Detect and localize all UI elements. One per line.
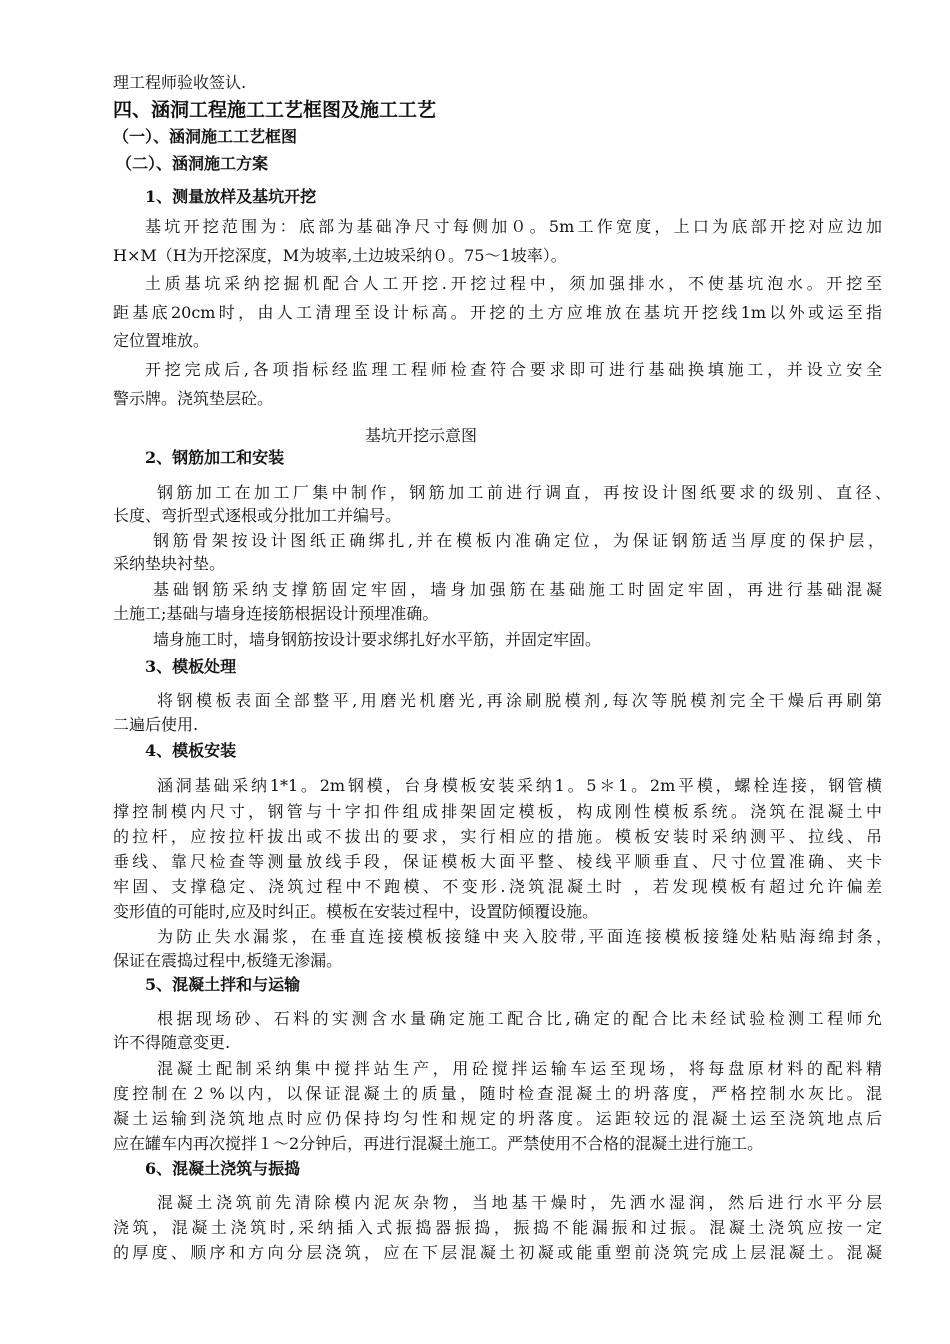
paragraph-line: 钢筋骨架按设计图纸正确绑扎,并在模板内准确定位，为保证钢筋适当厚度的保护层， [153,531,884,550]
paragraph-line: 基坑开挖范围为：底部为基础净尺寸每侧加０。5m工作宽度，上口为底部开挖对应边加 [145,217,882,236]
paragraph-line: 基础钢筋采纳支撑筋固定牢固，墙身加强筋在基础施工时固定牢固，再进行基础混凝 [153,580,882,599]
item-heading: 2、钢筋加工和安装 [145,448,285,467]
paragraph-line: 将钢模板表面全部整平,用磨光机磨光,再涂刷脱模剂,每次等脱模剂完全干燥后再刷第 [157,691,882,710]
item-heading: 3、模板处理 [145,657,237,676]
paragraph-line: 变形值的可能时,应及时纠正。模板在安装过程中，设置防倾覆设施。 [113,902,599,921]
subsection-heading: （二）、涵洞施工方案 [116,154,269,173]
paragraph-line: 定位置堆放。 [113,331,210,350]
paragraph-line: 墙身施工时，墙身钢筋按设计要求绑扎好水平筋，并固定牢固。 [153,630,602,649]
paragraph-line: 涵洞基础采纳1*1。2m钢模，台身模板安装采纳1。5＊1。2m平模，螺栓连接，钢管横 [157,776,882,795]
paragraph-line: 根据现场砂、石料的实测含水量确定施工配合比,确定的配合比未经试验检测工程师允 [157,1009,882,1028]
paragraph-line: H×M（H为开挖深度，M为坡率,土边坡采纳０。75～1坡率）。 [113,246,567,265]
item-heading: 6、混凝土浇筑与振捣 [145,1159,301,1178]
paragraph-line: 开挖完成后,各项指标经监理工程师检查符合要求即可进行基础换填施工，并设立安全 [145,360,882,379]
paragraph-line: 采纳垫块衬垫。 [113,554,226,573]
figure-caption: 基坑开挖示意图 [365,426,478,445]
paragraph-line: 的厚度、顺序和方向分层浇筑，应在下层混凝土初凝或能重塑前浇筑完成上层混凝土。混凝 [113,1243,882,1262]
paragraph-line: 长度、弯折型式逐根或分批加工并编号。 [113,506,402,525]
section-heading: 四、涵洞工程施工工艺框图及施工工艺 [113,99,437,121]
paragraph-line: 应在罐车内再次搅拌１～2分钟后，再进行混凝土施工。严禁使用不合格的混凝土进行施工。 [113,1134,764,1153]
subsection-heading: （一）、涵洞施工工艺框图 [113,127,298,146]
paragraph-line: 警示牌。浇筑垫层砼。 [113,389,274,408]
item-heading: 5、混凝土拌和与运输 [145,975,301,994]
paragraph-line: 牢固、支撑稳定、浇筑过程中不跑模、不变形.浇筑混凝土时 ，若发现模板有超过允许偏差 [113,877,882,896]
paragraph-line: 保证在震捣过程中,板缝无渗漏。 [113,951,343,970]
paragraph-line: 度控制在２%以内，以保证混凝土的质量，随时检查混凝土的坍落度，严格控制水灰比。混 [113,1084,882,1103]
paragraph-line: 许不得随意变更. [113,1033,231,1052]
paragraph-line: 浇筑，混凝土浇筑时,采纳插入式振捣器振捣，振捣不能漏振和过振。混凝土浇筑应按一定 [113,1218,882,1237]
paragraph-line: 为防止失水漏浆，在垂直连接模板接缝中夹入胶带,平面连接模板接缝处粘贴海绵封条， [157,927,892,946]
paragraph-line: 的拉杆，应按拉杆拔出或不拔出的要求，实行相应的措施。模板安装时采纳测平、拉线、吊 [113,827,882,846]
paragraph-line: 土施工;基础与墙身连接筋根据设计预埋准确。 [113,604,439,623]
item-heading: 1、测量放样及基坑开挖 [145,187,317,206]
paragraph-line: 撑控制模内尺寸，钢管与十字扣件组成排架固定模板，构成刚性模板系统。浇筑在混凝土中 [113,802,882,821]
paragraph-line: 钢筋加工在加工厂集中制作，钢筋加工前进行调直，再按设计图纸要求的级别、直径、 [157,483,891,502]
item-heading: 4、模板安装 [145,741,237,760]
paragraph-line: 凝土运输到浇筑地点时应仍保持均匀性和规定的坍落度。运距较远的混凝土运至浇筑地点后 [113,1109,882,1128]
paragraph-line: 土质基坑采纳挖掘机配合人工开挖.开挖过程中，须加强排水，不使基坑泡水。开挖至 [145,274,882,293]
text-line: 理工程师验收签认. [113,73,247,92]
paragraph-line: 距基底20cm时，由人工清理至设计标高。开挖的土方应堆放在基坑开挖线1m以外或运至指 [113,303,882,322]
paragraph-line: 垂线、靠尺检查等测量放线手段，保证模板大面平整、棱线平顺垂直、尺寸位置准确、夹卡 [113,852,882,871]
paragraph-line: 混凝土浇筑前先清除模内泥灰杂物，当地基干燥时，先洒水湿润，然后进行水平分层 [157,1193,882,1212]
paragraph-line: 混凝土配制采纳集中搅拌站生产，用砼搅拌运输车运至现场，将每盘原材料的配料精 [157,1059,882,1078]
paragraph-line: 二遍后使用. [113,715,199,734]
